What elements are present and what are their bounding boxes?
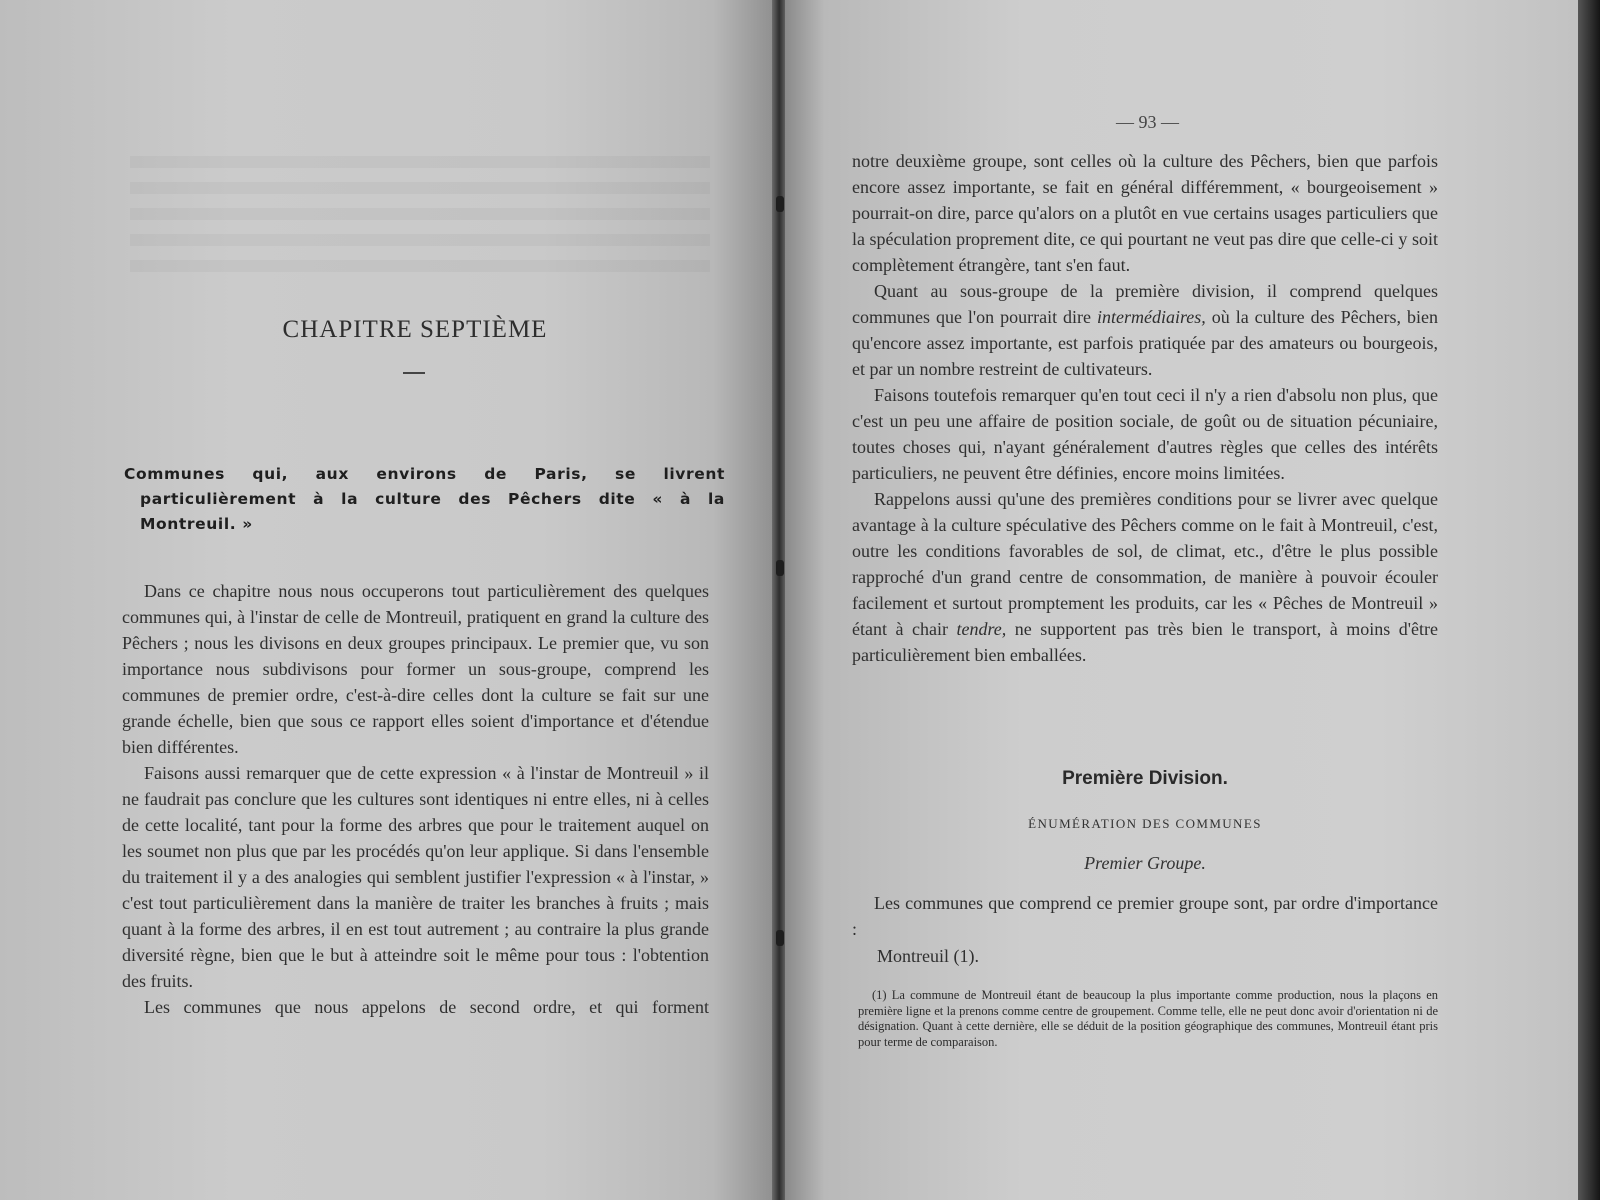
chapter-title: CHAPITRE SEPTIÈME: [282, 316, 548, 343]
italic-term: tendre,: [956, 619, 1007, 639]
page-number: — 93 —: [1116, 112, 1179, 132]
binding-stitch: [776, 196, 784, 212]
paragraph: [852, 278, 1438, 382]
paragraph: Les communes que comprend ce premier groupe sont, par ordre d'importance :: [852, 893, 1438, 939]
paragraph: Les communes que nous appelons de second ordre, et qui forment: [144, 997, 709, 1017]
show-through-text: [130, 156, 710, 276]
paragraph: Dans ce chapitre nous nous occuperons tout particulièrement des quelques communes qui, à l'instar de celle de Montreuil, pratiquent en grand la culture des Pêchers ; nous les divisons en deux groupes principaux. Le premier que, vu son importance nous subdivisons pour former un sous-groupe, comprend les communes de premier ordre, c'est-à-dire celles dont la culture se fait sur une grande échelle, bien que sous ce rapport elles soient d'importance et d'étendue bien différentes.: [122, 581, 709, 757]
section-title: Première Division.: [1062, 768, 1228, 789]
paragraph: [852, 486, 1438, 668]
text-run: Rappelons aussi qu'une des premières conditions pour se livrer avec quelque avantage à la culture spéculative des Pêchers comme on le fait à Montreuil, c'est, outre les conditions favorables de sol, de climat, etc., d'être le plus possible rapproché d'un grand centre de consommation, de manière à pouvoir écouler facilement et surtout promptement les produits, car les « Pêches de Montreuil » étant à chair: [852, 489, 1438, 639]
commune-list-item: Montreuil (1).: [877, 946, 979, 966]
binding-stitch: [776, 560, 784, 576]
paragraph: Faisons aussi remarquer que de cette expression « à l'instar de Montreuil » il ne faudrait pas conclure que les cultures sont identiques ni entre elles, ni à celles de cette localité, tant pour la forme des arbres que pour le traitement auquel on les soumet non plus que par les procédés qu'on leur applique. Si dans l'ensemble du traitement il y a des analogies qui semblent justifier l'expression « à l'instar, » c'est tout particulièrement dans la manière de traiter les branches à fruits ; mais quant à la forme des arbres, il en est tout autrement ; au contraire la plus grande diversité règne, bien que le but à atteindre soit le même pour tous : l'obtention des fruits.: [122, 763, 709, 991]
text-run: ne supportent pas très bien le transport, à moins d'être particulièrement bien emballées.: [852, 619, 1438, 665]
group-heading: Premier Groupe.: [1084, 853, 1206, 873]
text-run: où la culture des Pêchers, bien qu'encore assez importante, est parfois pratiquée par des amateurs ou bourgeois, et par un nombre restreint de cultivateurs.: [852, 307, 1438, 379]
footnote: (1) La commune de Montreuil étant de beaucoup la plus importante comme production, nous la plaçons en première ligne et la prenons comme centre de groupement. Comme telle, elle ne peut donc avoir d'orientation ni de désignation. Quant à cette dernière, elle se déduit de la position géographique des communes, Montreuil étant pris pour terme de comparaison.: [858, 988, 1438, 1049]
enumeration-heading: ÉNUMÉRATION DES COMMUNES: [1028, 816, 1262, 831]
group-intro: [852, 890, 1438, 942]
right-page-body: [852, 148, 1438, 668]
chapter-subtitle: Communes qui, aux environs de Paris, se livrent particulièrement à la culture des Pêchers dite « à la Montreuil. »: [124, 465, 725, 533]
left-page-body: [122, 578, 709, 1020]
italic-term: intermédiaires,: [1096, 307, 1206, 327]
title-dash-divider: [403, 372, 425, 374]
text-run: Quant au sous-groupe de la première division, il comprend quelques communes que l'on pourrait dire: [852, 281, 1438, 327]
paragraph: Faisons toutefois remarquer qu'en tout ceci il n'y a rien d'absolu non plus, que c'est un peu une affaire de position sociale, de goût ou de situation pécuniaire, toutes choses qui, n'ayant généralement d'autres règles que celles des intérêts particuliers, ne peuvent être définies, encore moins limitées.: [852, 385, 1438, 483]
paragraph: notre deuxième groupe, sont celles où la culture des Pêchers, bien que parfois encore assez importante, se fait en général différemment, « bourgeoisement » pourrait-on dire, parce qu'alors on a plutôt en vue certains usages particuliers que la spéculation proprement dite, ce qui pourtant ne veut pas dire que celle-ci y soit complètement étrangère, tant s'en faut.: [852, 151, 1438, 275]
page-edge-shadow: [1578, 0, 1600, 1200]
binding-stitch: [776, 930, 784, 946]
left-page: [0, 0, 775, 1200]
